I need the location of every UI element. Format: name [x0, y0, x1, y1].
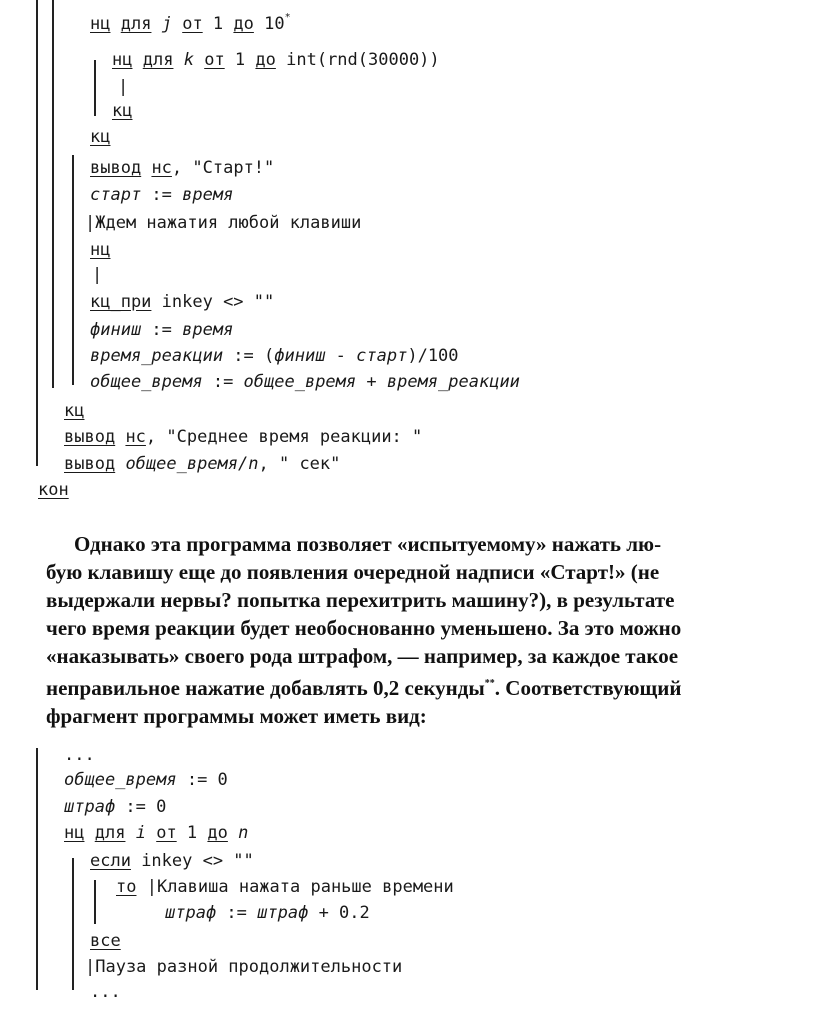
code-keyword: нц [90, 240, 111, 260]
code-keyword: нс [125, 427, 146, 447]
code-identifier: i [135, 823, 146, 843]
code-keyword: вывод [90, 158, 142, 178]
code-identifier: j [161, 14, 172, 34]
code-line [90, 240, 110, 260]
code-text: ... [90, 982, 121, 1002]
code-identifier: общее_время [90, 372, 203, 392]
code-identifier: старт [356, 346, 408, 366]
code-text: := 0 [115, 797, 167, 817]
code-text [194, 50, 204, 70]
code-identifier: k [183, 50, 194, 70]
code-identifier: финиш [274, 346, 326, 366]
paragraph-line: чего время реакции будет необоснованно уменьшено. За это можно [46, 616, 682, 640]
block-bar-inner [72, 155, 74, 385]
code-text [146, 823, 156, 843]
code-text: | [118, 77, 129, 97]
code-identifier: общее_время [64, 770, 177, 790]
code-text [141, 158, 151, 178]
code-text: inkey <> "" [130, 851, 254, 871]
code-line [90, 372, 520, 392]
code-line [64, 823, 248, 843]
paragraph-line: «наказывать» своего рода штрафом, — например, за каждое такое [46, 644, 679, 668]
code-line [118, 77, 128, 97]
code-line [38, 480, 69, 500]
code-keyword: от [182, 14, 203, 34]
code-line [85, 213, 361, 233]
code-keyword: кц_при [90, 292, 152, 312]
code-line [64, 770, 228, 790]
code-line [90, 158, 274, 178]
code-text [172, 14, 182, 34]
code-keyword: для [120, 14, 152, 34]
paragraph-line: фрагмент программы может иметь вид: [46, 704, 427, 728]
code-line [165, 903, 370, 923]
block-bar-outer [36, 0, 38, 466]
code-keyword: кц [64, 401, 85, 421]
code-text: := [141, 185, 183, 205]
code-text [115, 454, 125, 474]
code-keyword: кц [90, 127, 111, 147]
code-text [115, 427, 125, 447]
code-text: int(rnd(30000)) [275, 50, 440, 70]
paragraph-line: бую клавишу еще до появления очередной надписи «Старт!» (не [46, 560, 660, 584]
code-line [90, 8, 291, 34]
code-line [90, 982, 121, 1002]
paragraph-line: выдержали нервы? попытка перехитрить машину?), в результате [46, 588, 675, 612]
code-text: 10 [253, 14, 285, 34]
code-text [132, 50, 142, 70]
code-keyword: все [90, 931, 121, 951]
code-text: 1 [202, 14, 234, 34]
block-bar-outer [36, 748, 38, 990]
code-line [90, 320, 233, 340]
code-keyword: вывод [64, 427, 116, 447]
block-bar-middle [52, 0, 54, 388]
code-line [64, 745, 95, 765]
code-text [173, 50, 183, 70]
paragraph-text: неправильное нажатие добавлять 0,2 секунды [46, 676, 485, 700]
block-bar-loop [72, 858, 74, 990]
footnote-marker: ** [484, 678, 495, 689]
code-line [64, 427, 422, 447]
code-keyword: кц [112, 101, 133, 121]
code-text [84, 823, 94, 843]
code-identifier: штраф [64, 797, 116, 817]
code-line [90, 931, 121, 951]
code-keyword: до [207, 823, 228, 843]
code-text: 1 [176, 823, 208, 843]
block-bar-nested [94, 60, 96, 116]
block-bar-if [94, 880, 96, 924]
code-keyword: нц [64, 823, 85, 843]
code-identifier: штраф [257, 903, 309, 923]
code-identifier: штраф [165, 903, 217, 923]
code-identifier: финиш [90, 320, 142, 340]
code-line [112, 101, 132, 121]
code-line [64, 401, 84, 421]
code-keyword: для [142, 50, 174, 70]
code-keyword: нц [112, 50, 133, 70]
code-line [90, 851, 254, 871]
code-text: inkey <> "" [151, 292, 275, 312]
code-identifier: старт [90, 185, 142, 205]
code-keyword: то [116, 877, 137, 897]
code-text: , " сек" [258, 454, 341, 474]
footnote-marker: * [284, 12, 291, 23]
code-line [112, 50, 440, 70]
code-text: , "Среднее время реакции: " [145, 427, 423, 447]
code-keyword: вывод [64, 454, 116, 474]
code-text: , "Старт!" [171, 158, 275, 178]
code-line [116, 877, 454, 897]
code-text [125, 823, 135, 843]
code-text: := [202, 372, 244, 392]
code-keyword: до [255, 50, 276, 70]
code-line [90, 185, 233, 205]
code-text: + [356, 372, 387, 392]
code-keyword: до [233, 14, 254, 34]
code-text: := [141, 320, 183, 340]
code-line [92, 265, 102, 285]
code-line [90, 127, 110, 147]
body-paragraph [46, 530, 806, 730]
code-identifier: n [238, 823, 249, 843]
code-keyword: кон [38, 480, 69, 500]
paragraph-line: Однако эта программа позволяет «испытуемому» нажать лю- [74, 532, 662, 556]
code-line [90, 346, 459, 366]
code-text: | [92, 265, 103, 285]
code-keyword: от [204, 50, 225, 70]
code-keyword: для [94, 823, 126, 843]
code-line [90, 292, 274, 312]
code-text [151, 14, 161, 34]
code-text: ... [64, 745, 95, 765]
code-text: )/100 [407, 346, 459, 366]
code-text: |Ждем нажатия любой клавиши [85, 213, 362, 233]
code-identifier: время [182, 185, 234, 205]
code-text [110, 14, 120, 34]
code-keyword: нц [90, 14, 111, 34]
code-identifier: время [182, 320, 234, 340]
code-text: |Клавиша нажата раньше времени [136, 877, 454, 897]
code-keyword: если [90, 851, 131, 871]
code-text: := ( [223, 346, 275, 366]
code-text: 1 [224, 50, 256, 70]
code-line [64, 454, 340, 474]
code-text: + 0.2 [308, 903, 370, 923]
code-line [85, 957, 402, 977]
code-text: |Пауза разной продолжительности [85, 957, 403, 977]
paragraph-line [46, 670, 806, 702]
code-identifier: общее_время/n [125, 454, 259, 474]
code-text [228, 823, 238, 843]
code-text: := [216, 903, 258, 923]
code-identifier: время_реакции [90, 346, 224, 366]
code-text: - [325, 346, 357, 366]
paragraph-text: . Соответствующий [494, 676, 682, 700]
code-keyword: от [156, 823, 177, 843]
code-identifier: общее_время [243, 372, 357, 392]
code-identifier: время_реакции [386, 372, 520, 392]
code-keyword: нс [151, 158, 172, 178]
code-line [64, 797, 166, 817]
code-text: := 0 [176, 770, 228, 790]
